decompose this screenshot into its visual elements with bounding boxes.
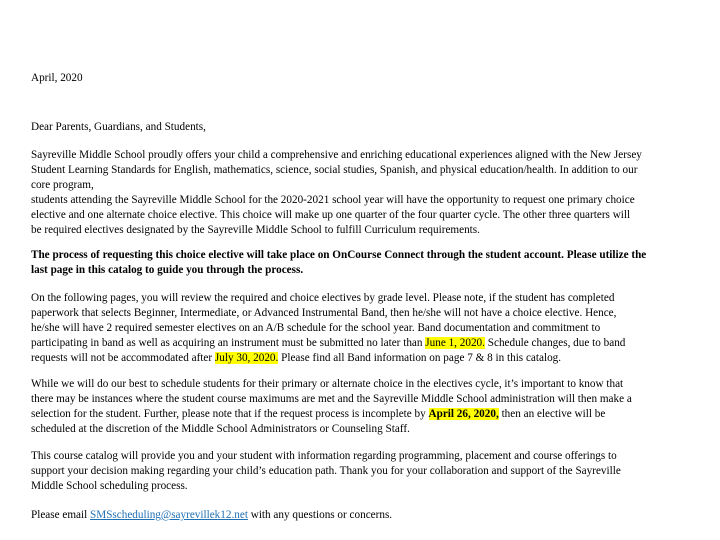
email-link[interactable]: SMSscheduling@sayrevillek12.net [90, 509, 248, 521]
paragraph-line: The process of requesting this choice elective will take place on OnCourse Connect through the student account. Please utilize the [31, 249, 647, 261]
deadline-highlight: July 30, 2020. [214, 352, 279, 364]
line-text: participating in band as well as acquiring an instrument must be submitted no later than [31, 337, 426, 349]
paragraph-line: there may be instances where the student course maximums are met and the Sayreville Middle School administration will then make a [31, 393, 632, 405]
paragraph-line: students attending the Sayreville Middle School for the 2020-2021 school year will have the opportunity to request one primary choice [31, 194, 635, 206]
paragraph-line: Sayreville Middle School proudly offers your child a comprehensive and enriching educational experiences aligned with the New Jersey [31, 149, 642, 161]
paragraph-line: elective and one alternate choice elective. This choice will make up one quarter of the four quarter cycle. The other three quarters will [31, 209, 631, 221]
deadline-highlight: April 26, 2020, [428, 408, 499, 420]
line-text: Schedule changes, due to band [484, 337, 626, 349]
salutation-text: Dear Parents, Guardians, and Students, [31, 121, 206, 133]
deadline-highlight: June 1, 2020. [425, 337, 485, 349]
paragraph-line: be required electives designated by the Sayreville Middle School to fulfill Curriculum requirements. [31, 224, 480, 236]
paragraph-line: Student Learning Standards for English, mathematics, science, social studies, Spanish, and physical education/health. In addition to our [31, 164, 638, 176]
paragraph-line: last page in this catalog to guide you through the process. [31, 264, 304, 276]
letter-salutation [31, 120, 699, 135]
paragraph-line: On the following pages, you will review the required and choice electives by grade level. Please note, if the student has completed [31, 292, 615, 304]
paragraph-line: scheduled at the discretion of the Middle School Administrators or Counseling Staff. [31, 423, 410, 435]
paragraph-intro [31, 148, 699, 238]
paragraph-line: he/she will have 2 required semester electives on an A/B schedule for the school year. Band documentation and commitment to [31, 322, 601, 334]
paragraph-band [31, 291, 699, 366]
paragraph-process [31, 248, 699, 278]
paragraph-line: Middle School scheduling process. [31, 480, 188, 492]
line-text: Please find all Band information on page 7 & 8 in this catalog. [278, 352, 562, 364]
paragraph-line [31, 351, 699, 366]
letter-date [31, 71, 699, 86]
date-text: April, 2020 [31, 72, 83, 84]
paragraph-line [31, 407, 699, 422]
line-text: then an elective will be [498, 408, 606, 420]
paragraph-scheduling [31, 377, 699, 437]
paragraph-line: core program, [31, 179, 94, 191]
paragraph-line: While we will do our best to schedule students for their primary or alternate choice in the electives cycle, it’s important to know that [31, 378, 624, 390]
paragraph-catalog [31, 449, 699, 494]
paragraph-line [31, 336, 699, 351]
closing-text: with any questions or concerns. [247, 509, 393, 521]
line-text: requests will not be accommodated after [31, 352, 215, 364]
paragraph-line: This course catalog will provide you and your student with information regarding programming, placement and course offerings to [31, 450, 617, 462]
paragraph-line: support your decision making regarding your child’s education path. Thank you for your collaboration and support of the Sayreville [31, 465, 621, 477]
line-text: selection for the student. Further, please note that if the request process is incomplete by [31, 408, 429, 420]
closing-text: Please email [31, 509, 91, 521]
paragraph-line: paperwork that selects Beginner, Intermediate, or Advanced Instrumental Band, then he/she will not have a choice elective. Hence, [31, 307, 617, 319]
closing-line [31, 508, 699, 523]
